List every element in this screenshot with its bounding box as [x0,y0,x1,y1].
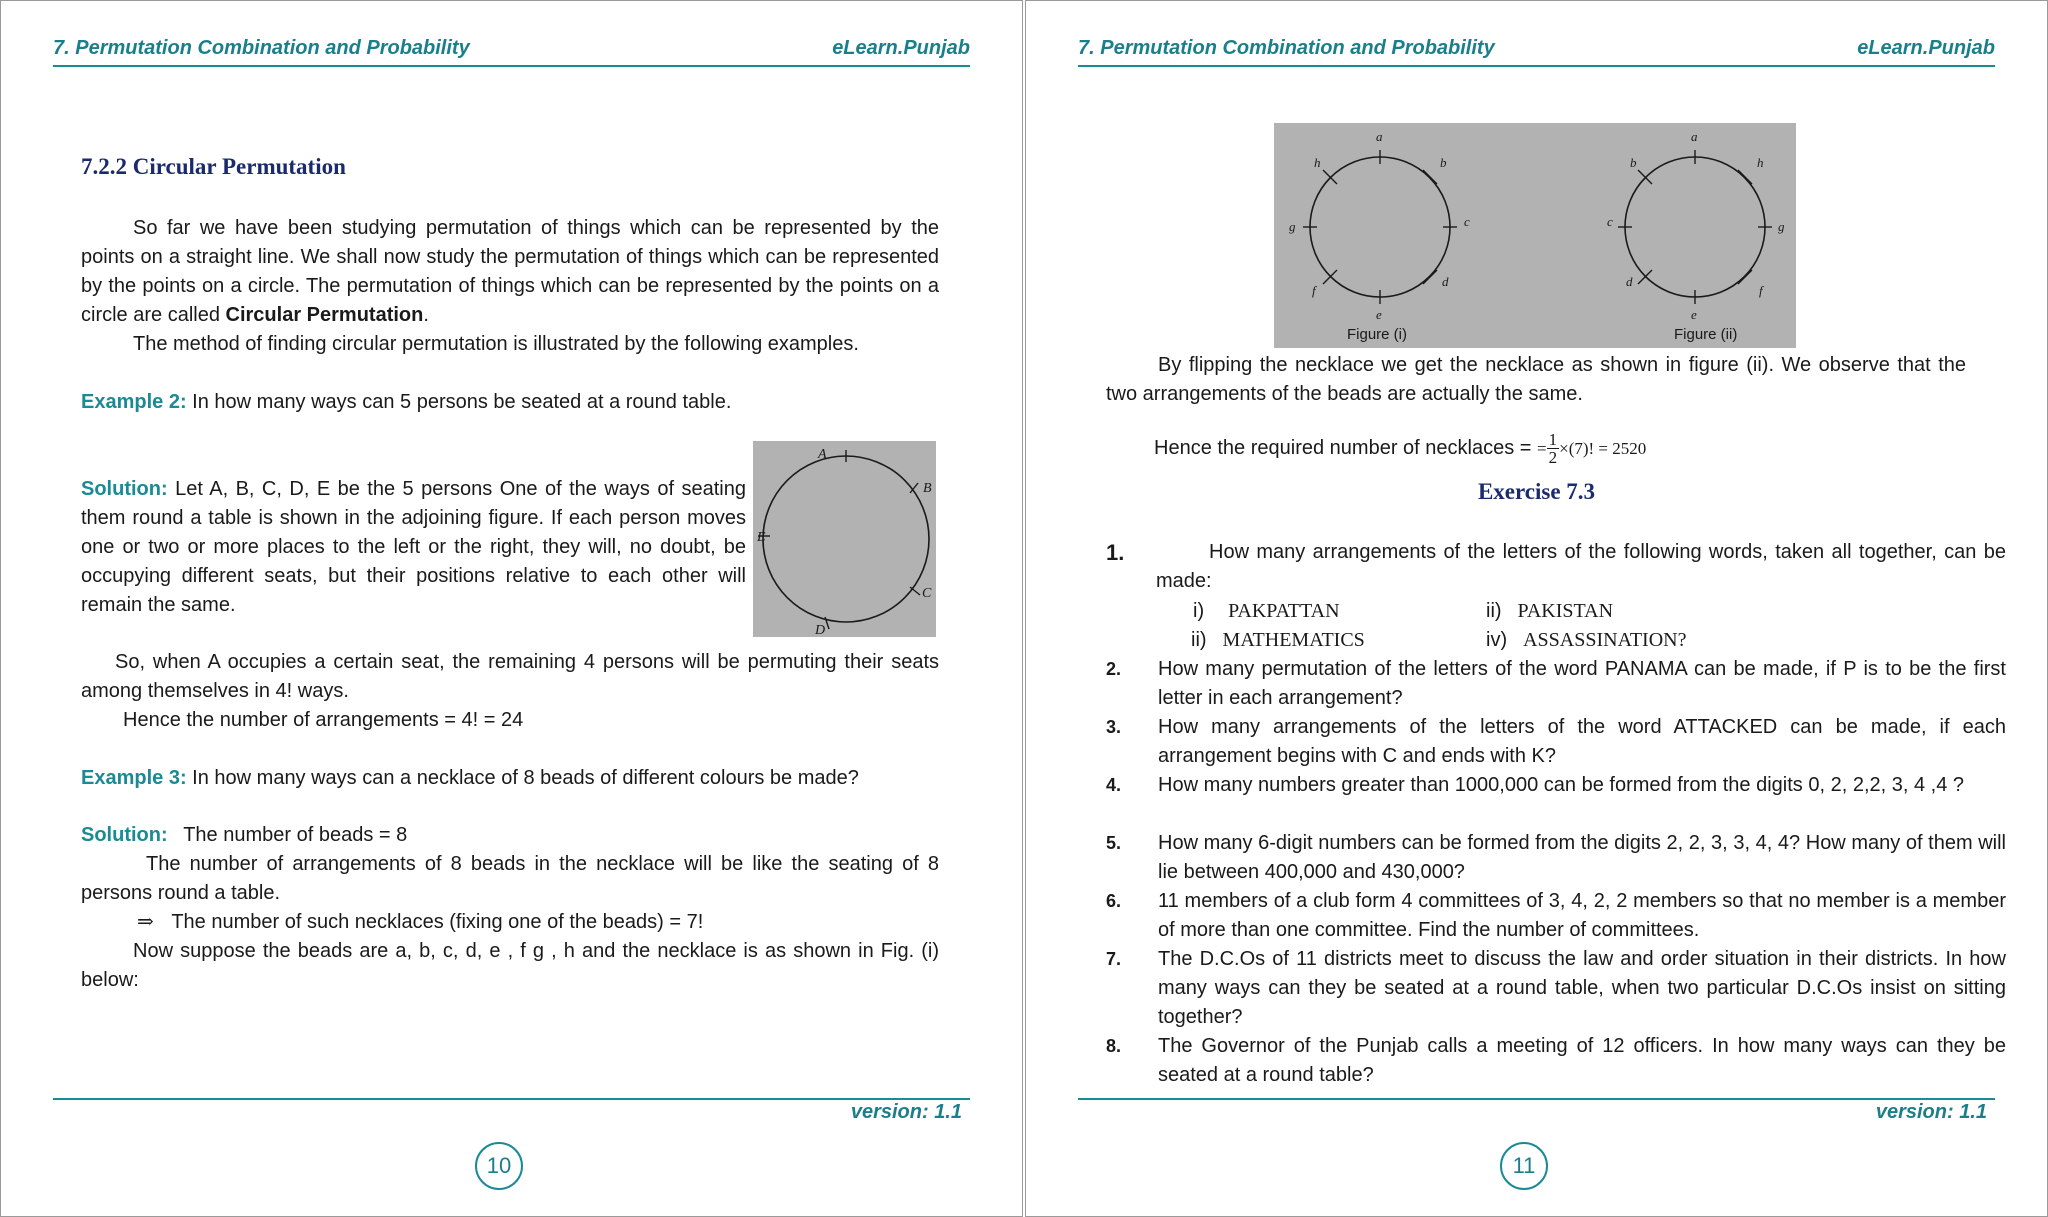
solution-2 [81,821,939,850]
round-table-circle-svg [753,441,936,637]
version-label: version: 1.1 [1875,1101,1987,1123]
list-item: ii) MATHEMATICS [1191,629,1365,651]
necklaces-fixed: ⇒ The number of such necklaces (fixing one of the beads) = 7! [137,911,704,933]
example-2-text: In how many ways can 5 persons be seated at a round table. [192,391,732,413]
bead-tick-ii-b [1638,170,1652,184]
chapter-title: 7. Permutation Combination and Probability [53,37,470,59]
term-circular-permutation: Circular Permutation [225,304,424,326]
figure-i-caption: Figure (i) [1347,326,1408,343]
bead-label-i-e: e [1376,307,1382,322]
question-number: 6. [1106,891,1122,911]
bead-label-ii-d: d [1626,274,1633,289]
bead-label-ii-c: c [1607,214,1613,229]
bead-label-i-d: d [1442,274,1449,289]
page-number: 10 [475,1142,523,1190]
question-text: How many numbers greater than 1000,000 can be formed from the digits 0, 2, 2,2, 3, 4 ,4 ? [1158,774,1965,796]
question-number: 2. [1106,659,1122,679]
question-number: 1. [1106,540,1125,565]
necklace-figures-svg [1274,123,1796,348]
seat-label-b: B [923,481,932,496]
solution-1-text: Let A, B, C, D, E be the 5 persons One of the ways of seating them round a table is shown in the adjoining figure. If each person moves one or two or more places to the left or the right, they will, no doubt, be occupying different seats, but their positions relative to each other will remain the same. [81,478,746,616]
page-11 [1025,0,2048,1217]
question-1-words [1106,597,2006,655]
bead-label-ii-e: e [1691,307,1697,322]
bead-tick-i-b [1423,170,1437,184]
bead-label-i-b: b [1440,155,1447,170]
bead-label-ii-g: g [1778,219,1785,234]
table-circle [763,456,929,622]
round-table-figure [753,441,936,637]
question-6 [1106,887,2006,945]
question-number: 8. [1106,1036,1122,1056]
question-7 [1106,945,2006,1032]
equation-result: ×(7)! = 2520 [1559,439,1647,458]
question-text: 11 members of a club form 4 committees of 3, 4, 2, 2 members so that no member is a member of more than one committee. Find the number of committees. [1158,890,2006,941]
question-4 [1106,771,2006,829]
bead-tick-ii-d [1638,270,1652,284]
list-item: ii) PAKISTAN [1486,600,1614,622]
figure-ii-caption: Figure (ii) [1674,326,1738,343]
hence-arrangements: Hence the number of arrangements = 4! = 24 [123,709,524,731]
version-label: version: 1.1 [850,1101,962,1123]
page-header [1078,35,1995,67]
solution-1-label: Solution: [81,478,168,500]
bead-tick-i-f [1323,270,1337,284]
solution-1 [81,475,746,620]
fraction-one-half [1547,431,1560,466]
implies-symbol: ⇒ [137,911,154,933]
bead-label-ii-a: a [1691,129,1698,144]
question-text: How many permutation of the letters of the word PANAMA can be made, if P is to be the first letter in each arrangement? [1158,658,2006,709]
example-3 [81,764,939,793]
question-8 [1106,1032,2006,1090]
footer-rule [1078,1098,1995,1100]
necklace-figures [1274,123,1796,348]
bead-label-i-a: a [1376,129,1383,144]
publisher-name: eLearn.Punjab [1857,37,1995,59]
exercise-title: Exercise 7.3 [1477,479,1596,504]
fraction-numerator: 1 [1548,430,1558,450]
bead-label-ii-f: f [1759,283,1763,298]
so-paragraph: So, when A occupies a certain seat, the remaining 4 persons will be permuting their seats among themselves in 4! ways. [81,651,939,702]
question-text: How many arrangements of the letters of the word ATTACKED can be made, if each arrangement begins with C and ends with K? [1158,716,2006,767]
bead-tick-ii-f [1738,270,1752,284]
question-number: 7. [1106,949,1122,969]
question-5 [1106,829,2006,887]
example-2 [81,388,939,417]
question-1 [1106,538,2006,598]
bead-label-i-g: g [1289,219,1296,234]
list-item: iv) ASSASSINATION? [1486,629,1687,651]
seat-tick-d [825,617,829,629]
footer-rule [53,1098,970,1100]
chapter-title: 7. Permutation Combination and Probability [1078,37,1495,59]
seat-label-a: A [818,447,827,462]
solution-2-label: Solution: [81,824,168,846]
equation-label: Hence the required number of necklaces = [1154,437,1532,459]
bead-label-i-h: h [1314,155,1321,170]
page-10 [0,0,1023,1217]
equation-equals: = [1537,439,1547,458]
fraction-denominator: 2 [1548,448,1558,468]
necklace-equation [1154,426,1854,471]
bead-tick-i-d [1423,270,1437,284]
section-title: 7.2.2 Circular Permutation [81,154,346,179]
seat-label-e: E [757,530,766,545]
bead-label-ii-b: b [1630,155,1637,170]
method-paragraph: The method of finding circular permutation is illustrated by the following examples. [133,333,859,355]
question-text: The D.C.Os of 11 districts meet to discuss the law and order situation in their districts. In how many ways can they be seated at a round table, when two particular D.C.Os insist on sitting together? [1158,948,2006,1028]
bead-tick-i-h [1323,170,1337,184]
question-number: 4. [1106,775,1122,795]
example-2-label: Example 2: [81,391,187,413]
question-number: 5. [1106,833,1122,853]
arrangements-paragraph: The number of arrangements of 8 beads in the necklace will be like the seating of 8 persons round a table. [81,853,939,904]
question-number: 3. [1106,717,1122,737]
publisher-name: eLearn.Punjab [832,37,970,59]
bead-label-ii-h: h [1757,155,1764,170]
bead-label-i-f: f [1312,283,1316,298]
seat-label-c: C [922,586,932,601]
solution-2-text: The number of beads = 8 [183,824,408,846]
question-text: The Governor of the Punjab calls a meeting of 12 officers. In how many ways can they be seated at a round table? [1158,1035,2006,1086]
page-header [53,35,970,67]
example-3-text: In how many ways can a necklace of 8 beads of different colours be made? [192,767,859,789]
list-item: i) PAKPATTAN [1193,600,1340,622]
flip-paragraph: By flipping the necklace we get the necklace as shown in figure (ii). We observe that the two arrangements of the beads are actually the same. [1106,354,1966,405]
question-2 [1106,655,2006,713]
seat-label-d: D [815,623,826,637]
bead-label-i-c: c [1464,214,1470,229]
beads-paragraph: Now suppose the beads are a, b, c, d, e , f g , h and the necklace is as shown in Fig. (i) below: [81,940,939,991]
page-number: 11 [1500,1142,1548,1190]
example-3-label: Example 3: [81,767,187,789]
question-3 [1106,713,2006,771]
intro-paragraph: So far we have been studying permutation of things which can be represented by the points on a straight line. We shall now study the permutation of things which can be represented by the points on a circle. The permutation of things which can be represented by the points on a circle are called Circular Permutation. [81,217,939,326]
bead-tick-ii-h [1738,170,1752,184]
question-text: How many 6-digit numbers can be formed from the digits 2, 2, 3, 3, 4, 4? How many of them will lie between 400,000 and 430,000? [1158,832,2006,883]
question-text: How many arrangements of the letters of the following words, taken all together, can be made: [1156,541,2006,592]
